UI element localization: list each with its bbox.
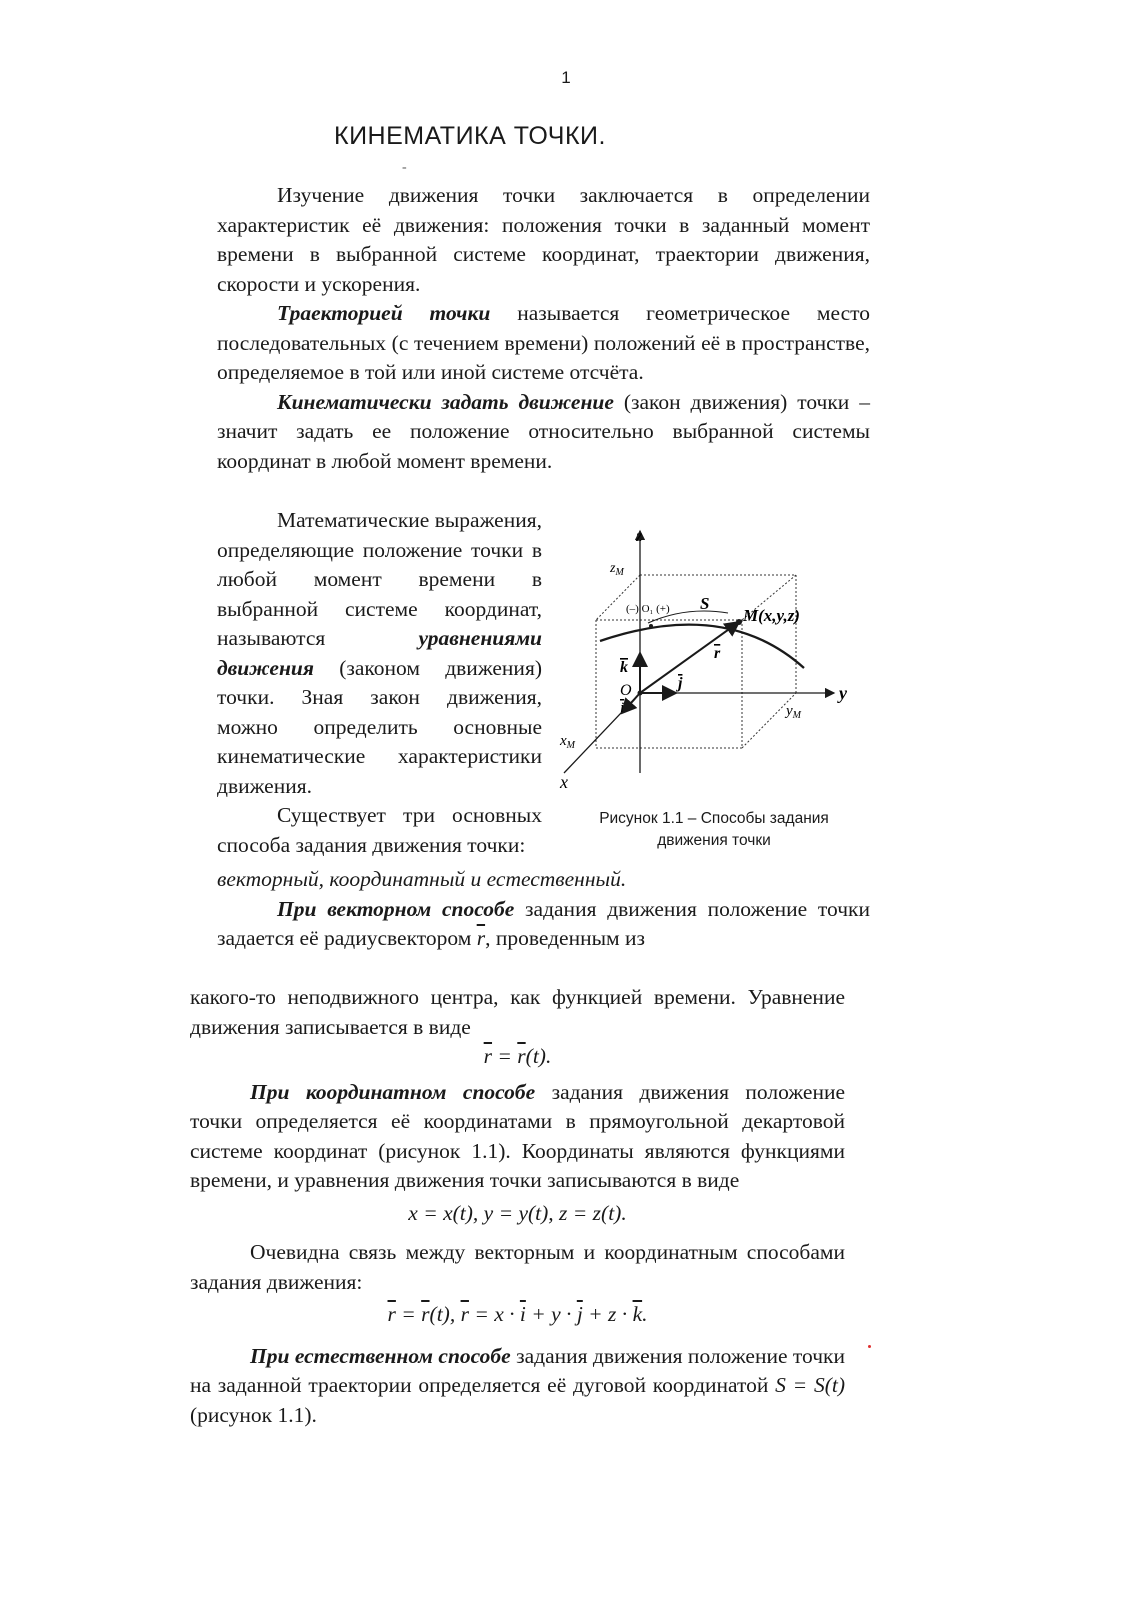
- formula-relation-plus1: + y ·: [525, 1302, 577, 1326]
- stray-dash: -: [402, 160, 407, 175]
- page-title: КИНЕМАТИКА ТОЧКИ.: [334, 122, 606, 150]
- label-z: z: [636, 528, 643, 545]
- caption-line-2: движения точки: [657, 832, 771, 849]
- label-o: O: [620, 682, 632, 699]
- paragraph-natural-end: (рисунок 1.1).: [190, 1402, 317, 1427]
- paragraph-equations-text: (законом движения) точки. Зная закон движения, можно определить основные кинематические характеристики движения.: [217, 655, 542, 798]
- text-block-intro: [217, 181, 870, 476]
- formula-vector: [190, 1042, 845, 1072]
- trajectory-curve: [600, 625, 804, 668]
- paragraph-vector-continued: какого-то неподвижного центра, как функцией времени. Уравнение движения записывается в виде: [190, 985, 845, 1039]
- label-o1: (–) O₁ (+): [626, 603, 670, 615]
- label-xm: $x_M$: [560, 733, 576, 751]
- formula-coordinates: x = x(t), y = y(t), z = z(t).: [408, 1200, 627, 1225]
- formula-relation-i: $\overline{i}$: [519, 1302, 526, 1326]
- paragraph-natural-method: [190, 1342, 845, 1431]
- paragraph-study: Изучение движения точки заключается в определении характеристик её движения: положения точки в заданный момент времени в выбранной системе координат, траектории движения, скорости и ускорения.: [217, 183, 870, 296]
- formula-relation-eq2: = x ·: [468, 1302, 520, 1326]
- label-ym: $y_M$: [786, 703, 802, 721]
- text-block-equations: [217, 506, 542, 860]
- paragraph-relation: Очевидна связь между векторным и координатным способами задания движения:: [190, 1240, 845, 1294]
- term-natural-method: При естественном способе: [250, 1343, 511, 1368]
- origin-point: [638, 691, 643, 696]
- label-y: y: [839, 683, 847, 703]
- term-coordinate-method: При координатном способе: [250, 1079, 536, 1104]
- paragraph-vector-text: задания движения положение точки задается её радиусвектором: [217, 896, 871, 950]
- point-m: [736, 619, 742, 625]
- paragraph-natural-text: задания движения положение точки на заданной траектории определяется её дуговой координатой: [190, 1343, 845, 1397]
- formula-relation: [190, 1300, 845, 1330]
- radius-vector: [640, 622, 739, 693]
- paragraph-kinematics: [217, 388, 870, 477]
- term-kinematics: Кинематически задать движение: [277, 389, 614, 414]
- term-equations: уравнениями движения: [217, 626, 542, 680]
- label-r: r: [714, 645, 721, 662]
- label-i: i: [620, 700, 625, 716]
- paragraph-trajectory: [217, 299, 870, 388]
- formula-arc: S = S(t): [775, 1373, 845, 1397]
- formula-relation-eq1: =: [395, 1302, 422, 1326]
- paragraph-methods: [217, 801, 542, 860]
- page-number: 1: [561, 68, 571, 87]
- caption-line-1: Рисунок 1.1 – Способы задания: [599, 810, 829, 827]
- paragraph-equations-start: Математические выражения, определяющие положение точки в любой момент времени в выбранной системе координат, называются: [217, 508, 542, 650]
- paragraph-equations: [217, 506, 542, 801]
- red-dot-mark: [868, 1345, 871, 1348]
- formula-vector-r1: $\overline{r}$: [483, 1044, 493, 1068]
- formula-relation-j: $\overline{j}$: [576, 1302, 583, 1326]
- formula-relation-k: $\overline{k}$: [632, 1302, 643, 1326]
- figure-coordinate-system: [556, 523, 872, 823]
- label-s: S: [700, 594, 710, 613]
- formula-relation-r2: $\overline{r}$: [421, 1302, 430, 1326]
- term-trajectory: Траекторией точки: [277, 301, 491, 325]
- label-k: k: [620, 659, 628, 676]
- figure-caption: [556, 808, 872, 852]
- paragraph-trajectory-text: называется геометрическое место последовательных (с течением времени) положений её в пространстве, определяемое в той или иной системе отсчёта.: [217, 301, 870, 384]
- formula-relation-plus2: + z ·: [582, 1302, 633, 1326]
- label-m: M(x,y,z): [743, 606, 800, 625]
- text-block-methods: [217, 865, 870, 954]
- text-block-lower: [190, 983, 845, 1430]
- label-x: x: [560, 772, 568, 792]
- paragraph-vector-end: , проведенным из: [485, 926, 646, 950]
- formula-relation-r1: $\overline{r}$: [387, 1302, 396, 1326]
- formula-vector-t: (t).: [525, 1044, 552, 1068]
- label-zm: $z_M$: [610, 561, 624, 578]
- formula-relation-r3: $\overline{r}$: [460, 1302, 469, 1326]
- paragraph-coordinate-method: [190, 1078, 845, 1196]
- formula-relation-t: (t),: [429, 1302, 461, 1326]
- coordinate-diagram: [556, 523, 872, 813]
- paragraph-kinematics-text: (закон движения) точки – значит задать ее положение относительно выбранной системы координат в любой момент времени.: [217, 389, 870, 473]
- methods-list: векторный, координатный и естественный.: [217, 867, 627, 891]
- label-j: j: [678, 675, 683, 692]
- term-vector-method: При векторном способе: [277, 896, 515, 921]
- point-o1: [649, 624, 653, 628]
- symbol-r: $\overline{r}$: [476, 926, 486, 950]
- formula-vector-eq: =: [492, 1044, 518, 1068]
- paragraph-coordinate-text: задания движения положение точки определяется её координатами в прямоугольной декартовой системе координат (рисунок 1.1). Координаты являются функциями времени, и уравнения движения точки записываются в виде: [190, 1079, 845, 1192]
- paragraph-methods-list: [217, 865, 870, 895]
- formula-vector-r2: $\overline{r}$: [517, 1044, 526, 1068]
- paragraph-methods-start: Существует три основных способа задания движения точки:: [217, 803, 542, 857]
- formula-relation-end: .: [642, 1302, 648, 1326]
- paragraph-vector-method: [217, 895, 870, 954]
